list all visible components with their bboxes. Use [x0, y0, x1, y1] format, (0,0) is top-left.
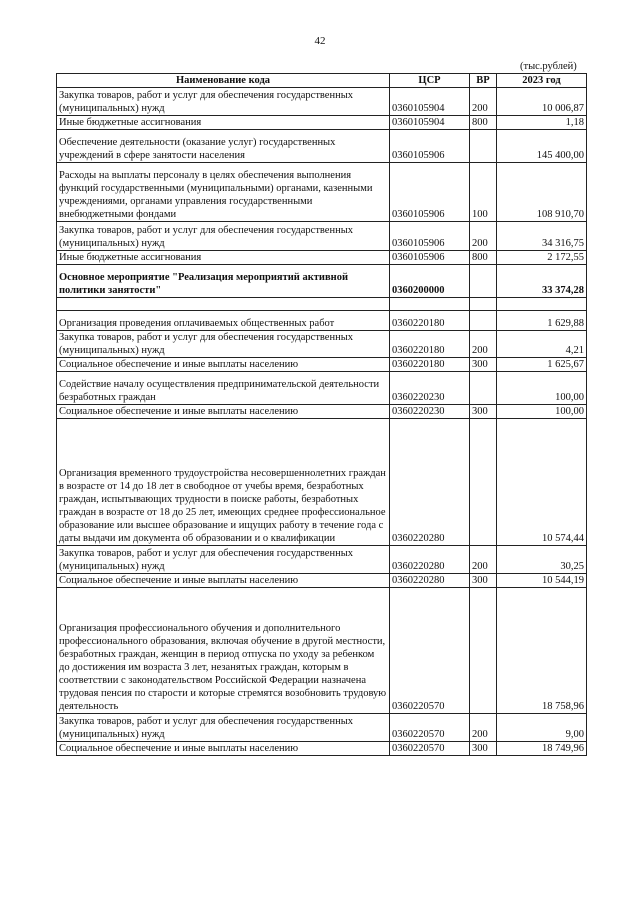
row-amount: 10 544,19	[497, 574, 587, 588]
row-amount: 18 749,96	[497, 742, 587, 756]
row-vr-code	[470, 298, 497, 311]
row-vr-code	[470, 265, 497, 298]
row-amount: 9,00	[497, 714, 587, 742]
table-row	[57, 358, 587, 372]
row-csr-code: 0360105906	[390, 251, 470, 265]
table-row	[57, 419, 587, 546]
row-vr-code: 200	[470, 546, 497, 574]
table-header-row	[57, 74, 587, 88]
row-name: Организация проведения оплачиваемых общественных работ	[57, 311, 390, 331]
budget-table	[56, 73, 587, 756]
row-vr-code: 200	[470, 88, 497, 116]
table-row	[57, 251, 587, 265]
row-vr-code: 200	[470, 222, 497, 251]
row-amount: 100,00	[497, 405, 587, 419]
row-csr-code: 0360220180	[390, 358, 470, 372]
row-name: Закупка товаров, работ и услуг для обеспечения государственных (муниципальных) нужд	[57, 222, 390, 251]
row-vr-code	[470, 372, 497, 405]
row-amount: 10 574,44	[497, 419, 587, 546]
table-row	[57, 163, 587, 222]
row-name: Иные бюджетные ассигнования	[57, 251, 390, 265]
table-row	[57, 222, 587, 251]
row-amount: 100,00	[497, 372, 587, 405]
header-vr: ВР	[470, 74, 497, 88]
row-csr-code: 0360105904	[390, 116, 470, 130]
row-name: Социальное обеспечение и иные выплаты населению	[57, 574, 390, 588]
row-amount: 2 172,55	[497, 251, 587, 265]
row-name: Организация профессионального обучения и дополнительного профессионального образования, включая обучение в другой местности, безработных граждан, женщин в период отпуска по уходу за ребенком до достижения им возраста 3 лет, незанятых граждан, которым в соответствии с законодательством Российской Федерации назначена трудовая пенсия по старости и которые стремятся возобновить трудовую деятельность	[57, 588, 390, 714]
row-csr-code: 0360105904	[390, 88, 470, 116]
row-name: Социальное обеспечение и иные выплаты населению	[57, 358, 390, 372]
row-amount: 1 625,67	[497, 358, 587, 372]
table-row	[57, 714, 587, 742]
row-name: Содействие началу осуществления предпринимательской деятельности безработных граждан	[57, 372, 390, 405]
row-vr-code: 800	[470, 251, 497, 265]
table-row	[57, 116, 587, 130]
row-name: Организация временного трудоустройства несовершеннолетних граждан в возрасте от 14 до 18 лет в свободное от учебы время, безработных граждан, испытывающих трудности в поиске работы, безработных граждан в возрасте от 18 до 25 лет, имеющих среднее профессиональное образование или высшее образование и ищущих работу в течение года с даты выдачи им документа об образовании и о квалификации	[57, 419, 390, 546]
row-amount: 1 629,88	[497, 311, 587, 331]
row-csr-code: 0360105906	[390, 222, 470, 251]
table-row	[57, 372, 587, 405]
row-csr-code: 0360220230	[390, 405, 470, 419]
row-amount: 1,18	[497, 116, 587, 130]
table-row	[57, 265, 587, 298]
row-vr-code: 300	[470, 358, 497, 372]
row-csr-code: 0360105906	[390, 130, 470, 163]
row-name	[57, 298, 390, 311]
row-name: Закупка товаров, работ и услуг для обеспечения государственных (муниципальных) нужд	[57, 546, 390, 574]
row-amount: 145 400,00	[497, 130, 587, 163]
row-name: Иные бюджетные ассигнования	[57, 116, 390, 130]
row-amount	[497, 298, 587, 311]
row-vr-code	[470, 311, 497, 331]
table-body	[57, 88, 587, 756]
row-name: Основное мероприятие "Реализация мероприятий активной политики занятости"	[57, 265, 390, 298]
row-vr-code: 100	[470, 163, 497, 222]
row-csr-code: 0360220570	[390, 742, 470, 756]
row-name: Социальное обеспечение и иные выплаты населению	[57, 405, 390, 419]
table-row	[57, 546, 587, 574]
row-csr-code: 0360200000	[390, 265, 470, 298]
table-row	[57, 331, 587, 358]
table-row	[57, 574, 587, 588]
row-vr-code: 200	[470, 714, 497, 742]
row-vr-code	[470, 130, 497, 163]
table-row	[57, 130, 587, 163]
row-amount: 30,25	[497, 546, 587, 574]
row-vr-code: 200	[470, 331, 497, 358]
row-amount: 18 758,96	[497, 588, 587, 714]
row-csr-code: 0360220180	[390, 311, 470, 331]
row-csr-code	[390, 298, 470, 311]
row-csr-code: 0360105906	[390, 163, 470, 222]
table-row	[57, 298, 587, 311]
units-label: (тыс.рублей)	[520, 61, 577, 72]
row-csr-code: 0360220570	[390, 714, 470, 742]
row-csr-code: 0360220180	[390, 331, 470, 358]
row-name: Социальное обеспечение и иные выплаты населению	[57, 742, 390, 756]
row-name: Закупка товаров, работ и услуг для обеспечения государственных (муниципальных) нужд	[57, 714, 390, 742]
table-row	[57, 588, 587, 714]
row-name: Обеспечение деятельности (оказание услуг) государственных учреждений в сфере занятости населения	[57, 130, 390, 163]
page-number: 42	[314, 35, 326, 47]
row-name: Закупка товаров, работ и услуг для обеспечения государственных (муниципальных) нужд	[57, 331, 390, 358]
table-row	[57, 311, 587, 331]
row-vr-code: 300	[470, 405, 497, 419]
table-row	[57, 405, 587, 419]
row-csr-code: 0360220280	[390, 574, 470, 588]
row-amount: 4,21	[497, 331, 587, 358]
header-csr: ЦСР	[390, 74, 470, 88]
row-name: Расходы на выплаты персоналу в целях обеспечения выполнения функций государственными (муниципальными) органами, казенными учреждениями, органами управления государственными внебюджетными фондами	[57, 163, 390, 222]
row-vr-code: 800	[470, 116, 497, 130]
header-year: 2023 год	[497, 74, 587, 88]
row-csr-code: 0360220230	[390, 372, 470, 405]
table-row	[57, 742, 587, 756]
row-name: Закупка товаров, работ и услуг для обеспечения государственных (муниципальных) нужд	[57, 88, 390, 116]
row-vr-code	[470, 588, 497, 714]
row-amount: 10 006,87	[497, 88, 587, 116]
row-amount: 33 374,28	[497, 265, 587, 298]
row-vr-code	[470, 419, 497, 546]
header-name: Наименование кода	[57, 74, 390, 88]
row-csr-code: 0360220280	[390, 419, 470, 546]
row-vr-code: 300	[470, 574, 497, 588]
row-csr-code: 0360220280	[390, 546, 470, 574]
row-csr-code: 0360220570	[390, 588, 470, 714]
row-vr-code: 300	[470, 742, 497, 756]
row-amount: 34 316,75	[497, 222, 587, 251]
row-amount: 108 910,70	[497, 163, 587, 222]
table-row	[57, 88, 587, 116]
